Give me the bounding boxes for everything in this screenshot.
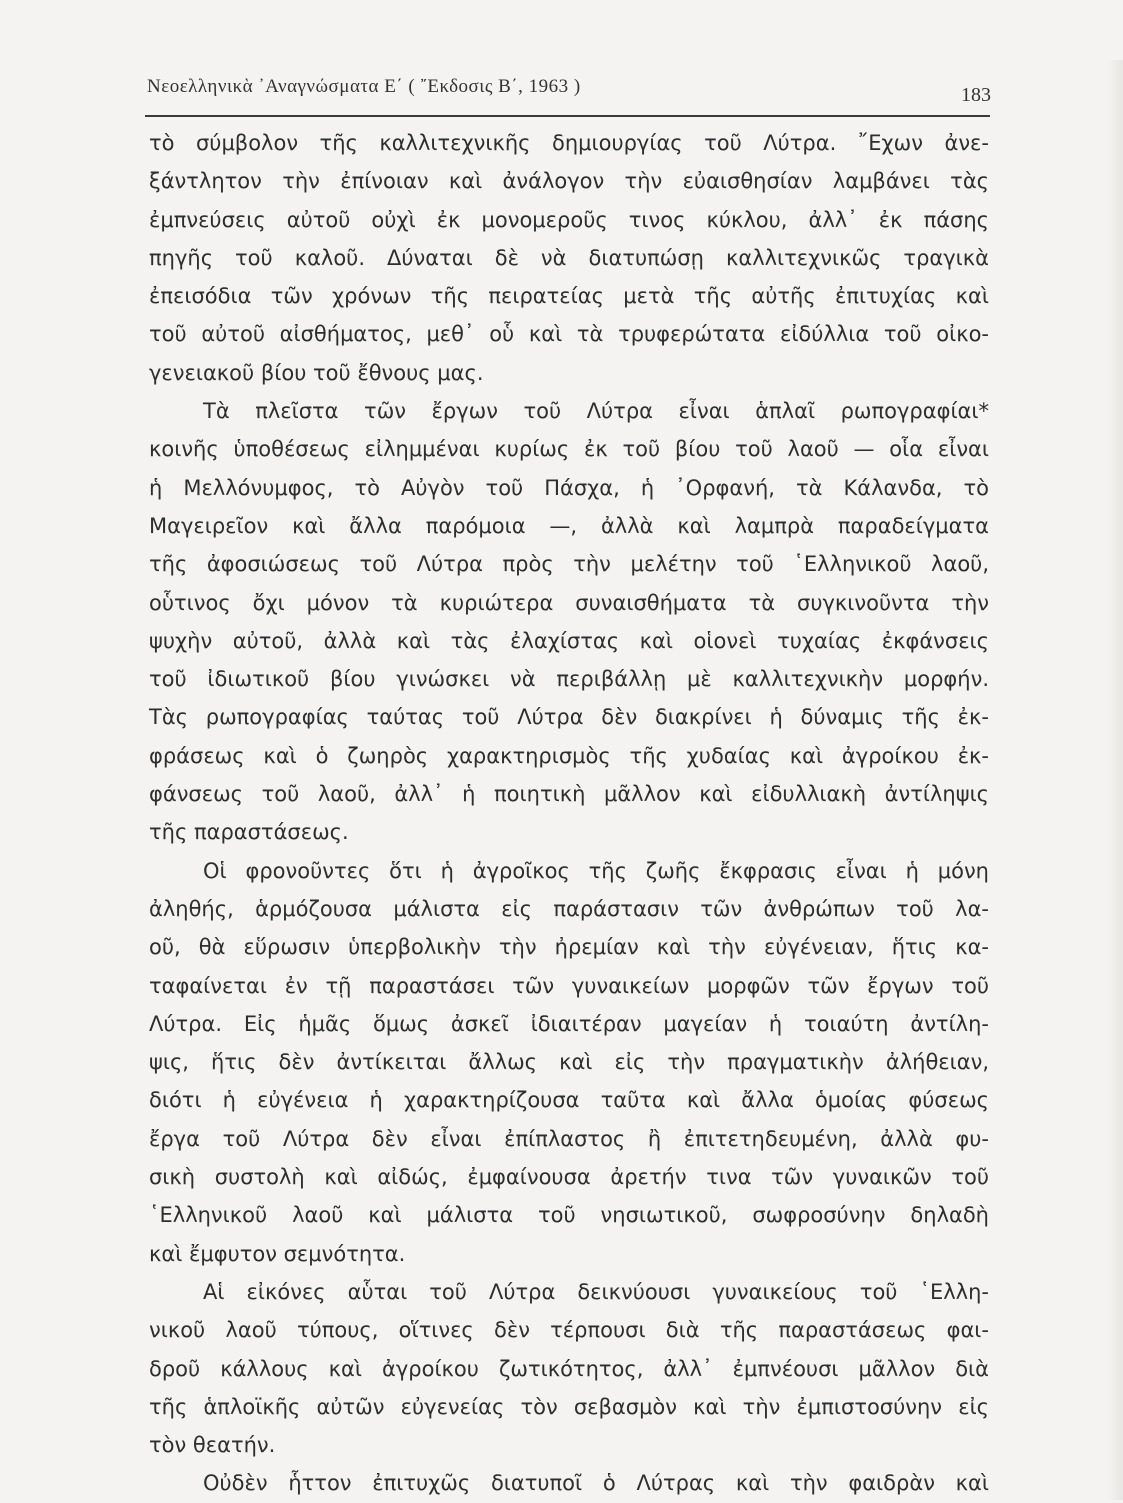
text-line: Τὰς ρωπογραφίας ταύτας τοῦ Λύτρα δὲν διακρίνει ἡ δύναμις τῆς ἐκ- — [149, 705, 989, 730]
text-line: φάνσεως τοῦ λαοῦ, ἀλλ᾿ ἡ ποιητικὴ μᾶλλον καὶ εἰδυλλιακὴ ἀντίληψις — [149, 782, 989, 807]
body-text — [149, 124, 989, 1503]
text-line: φράσεως καὶ ὁ ζωηρὸς χαρακτηρισμὸς τῆς χυδαίας καὶ ἀγροίκου ἐκ- — [149, 743, 989, 768]
text-line: τὸ σύμβολον τῆς καλλιτεχνικῆς δημιουργίας τοῦ Λύτρα. ῎Εχων ἀνε- — [149, 131, 989, 155]
text-line: κοινῆς ὑποθέσεως εἰλημμέναι κυρίως ἐκ τοῦ βίου τοῦ λαοῦ — οἷα εἶναι — [149, 437, 989, 462]
text-line: ταφαίνεται ἐν τῇ παραστάσει τῶν γυναικείων μορφῶν τῶν ἔργων τοῦ — [149, 973, 989, 998]
text-line: ξάντλητον τὴν ἐπίνοιαν καὶ ἀνάλογον τὴν εὐαισθησίαν λαμβάνει τὰς — [149, 169, 989, 194]
text-line: τὸν θεατήν. — [149, 1433, 276, 1458]
text-line: ψυχὴν αὐτοῦ, ἀλλὰ καὶ τὰς ἐλαχίστας καὶ οἱονεὶ τυχαίας ἐκφάνσεις — [149, 628, 989, 653]
text-line: Τὰ πλεῖστα τῶν ἔργων τοῦ Λύτρα εἶναι ἁπλαῖ ρωπογραφίαι* — [203, 399, 989, 424]
text-line: ἐπεισόδια τῶν χρόνων τῆς πειρατείας μετὰ τῆς αὐτῆς ἐπιτυχίας καὶ — [149, 284, 989, 309]
text-line: ἀληθής, ἁρμόζουσα μάλιστα εἰς παράστασιν τῶν ἀνθρώπων τοῦ λα- — [149, 896, 989, 921]
text-line: ῾Ελληνικοῦ λαοῦ καὶ μάλιστα τοῦ νησιωτικοῦ, σωφροσύνην δηλαδὴ — [149, 1203, 989, 1228]
text-line: ἐμπνεύσεις αὐτοῦ οὐχὶ ἐκ μονομεροῦς τινος κύκλου, ἀλλ᾿ ἐκ πάσης — [149, 207, 989, 232]
page-number: 183 — [961, 84, 991, 106]
text-line: Αἱ εἰκόνες αὗται τοῦ Λύτρα δεικνύουσι γυναικείους τοῦ ῾Ελλη- — [203, 1279, 989, 1304]
text-line: σικὴ συστολὴ καὶ αἰδώς, ἐμφαίνουσα ἀρετήν τινα τῶν γυναικῶν τοῦ — [149, 1165, 989, 1190]
header-rule — [145, 115, 990, 117]
text-line: ἔργα τοῦ Λύτρα δὲν εἶναι ἐπίπλαστος ἢ ἐπιτετηδευμένη, ἀλλὰ φυ- — [149, 1126, 989, 1151]
page-edge-shadow — [1107, 60, 1123, 1500]
text-line: τῆς ἀφοσιώσεως τοῦ Λύτρα πρὸς τὴν μελέτην τοῦ ῾Ελληνικοῦ λαοῦ, — [149, 552, 989, 577]
text-line: ἡ Μελλόνυμφος, τὸ Αὐγὸν τοῦ Πάσχα, ἡ ᾿Ορφανή, τὰ Κάλανδα, τὸ — [149, 475, 989, 500]
text-line: οῦ, θὰ εὕρωσιν ὑπερβολικὴν τὴν ἠρεμίαν καὶ τὴν εὐγένειαν, ἥτις κα- — [149, 935, 989, 960]
text-line: διότι ἡ εὐγένεια ἡ χαρακτηρίζουσα ταῦτα καὶ ἄλλα ὁμοίας φύσεως — [149, 1088, 989, 1113]
text-line: τῆς ἁπλοϊκῆς αὐτῶν εὐγενείας τὸν σεβασμὸν καὶ τὴν ἐμπιστοσύνην εἰς — [149, 1394, 989, 1419]
text-line: τοῦ ἰδιωτικοῦ βίου γινώσκει νὰ περιβάλλῃ μὲ καλλιτεχνικὴν μορφήν. — [149, 667, 989, 692]
text-line: τῆς παραστάσεως. — [149, 820, 349, 845]
text-line: γενειακοῦ βίου τοῦ ἔθνους μας. — [149, 360, 484, 385]
text-line: Οἱ φρονοῦντες ὅτι ἡ ἀγροῖκος τῆς ζωῆς ἔκφρασις εἶναι ἡ μόνη — [203, 858, 989, 883]
text-line: Οὐδὲν ἧττον ἐπιτυχῶς διατυποῖ ὁ Λύτρας καὶ τὴν φαιδρὰν καὶ — [203, 1471, 989, 1496]
text-line: δροῦ κάλλους καὶ ἀγροίκου ζωτικότητος, ἀλλ᾿ ἐμπνέουσι μᾶλλον διὰ — [149, 1356, 989, 1381]
text-line: τοῦ αὐτοῦ αἰσθήματος, μεθ᾿ οὗ καὶ τὰ τρυφερώτατα εἰδύλλια τοῦ οἰκο- — [149, 322, 989, 347]
text-line: πηγῆς τοῦ καλοῦ. Δύναται δὲ νὰ διατυπώσῃ καλλιτεχνικῶς τραγικὰ — [149, 245, 989, 270]
text-line: οὗτινος ὄχι μόνον τὰ κυριώτερα συναισθήματα τὰ συγκινοῦντα τὴν — [149, 590, 989, 615]
running-title: Νεοελληνικὰ ᾿Αναγνώσματα Ε΄ ( ῎Εκδοσις Β΄, 1963 ) — [147, 76, 581, 97]
text-line: καὶ ἔμφυτον σεμνότητα. — [149, 1241, 406, 1266]
text-line: Μαγειρεῖον καὶ ἄλλα παρόμοια —, ἀλλὰ καὶ λαμπρὰ παραδείγματα — [149, 513, 989, 538]
text-line: νικοῦ λαοῦ τύπους, οἵτινες δὲν τέρπουσι διὰ τῆς παραστάσεως φαι- — [149, 1318, 989, 1343]
text-line: ψις, ἥτις δὲν ἀντίκειται ἄλλως καὶ εἰς τὴν πραγματικὴν ἀλήθειαν, — [149, 1050, 989, 1075]
text-line: Λύτρα. Εἰς ἡμᾶς ὅμως ἀσκεῖ ἰδιαιτέραν μαγείαν ἡ τοιαύτη ἀντίλη- — [149, 1011, 989, 1036]
